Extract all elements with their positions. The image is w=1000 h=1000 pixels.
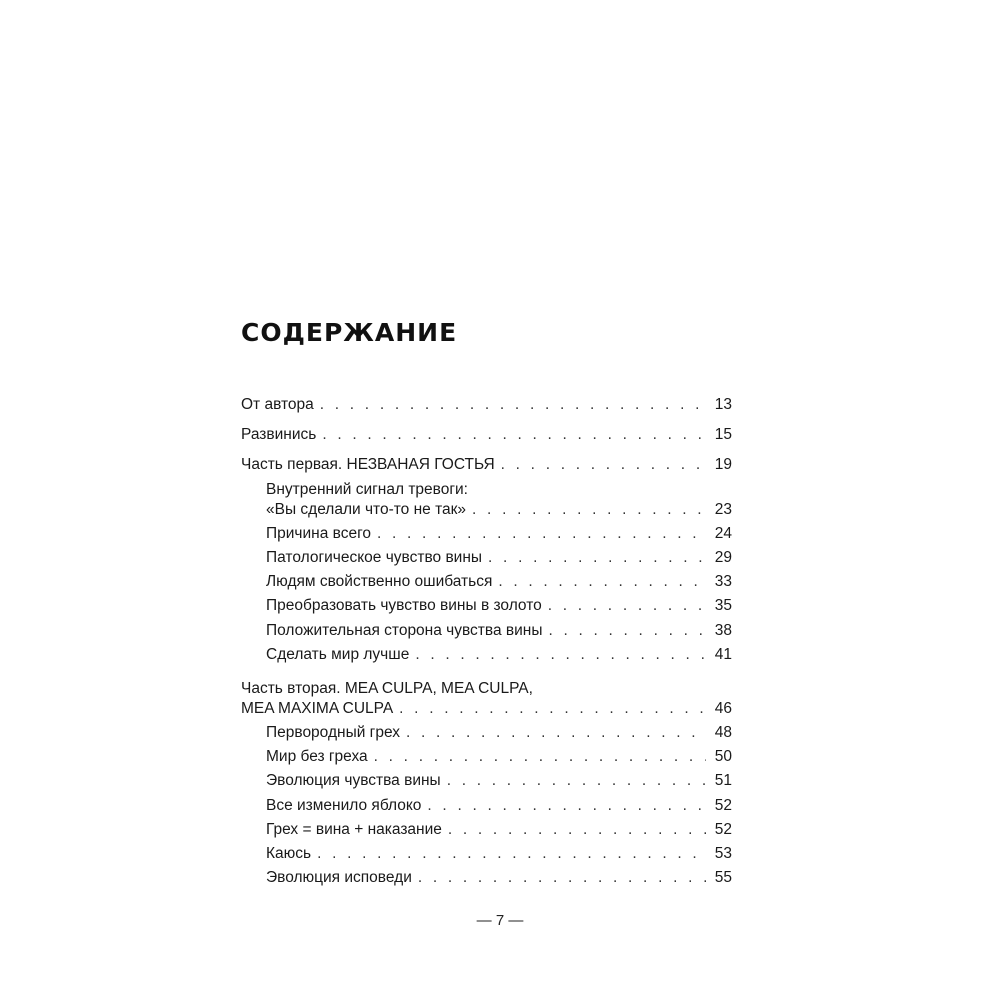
toc-entry-title: Эволюция исповеди: [266, 869, 412, 886]
toc-entry-page: 29: [714, 549, 732, 566]
toc-entry-page: 52: [714, 821, 732, 838]
toc-entry-title: Сделать мир лучше: [266, 646, 410, 663]
toc-entry-title: Преобразовать чувство вины в золото: [266, 597, 542, 614]
toc-entry-page: 46: [714, 700, 732, 717]
dot-leader: [447, 769, 706, 793]
toc-entry-title: Первородный грех: [266, 724, 400, 741]
toc-entry-page: 35: [714, 597, 732, 614]
toc-entry-page: 55: [714, 869, 732, 886]
dot-leader: [399, 697, 706, 721]
toc-part-heading: [241, 453, 732, 477]
toc-entry: [266, 643, 732, 667]
dot-leader: [415, 643, 706, 667]
dot-leader: [374, 745, 706, 769]
toc-entry: [266, 721, 732, 745]
dot-leader: [548, 619, 706, 643]
toc-entry-page: 19: [714, 456, 732, 473]
dot-leader: [472, 498, 706, 522]
toc-entry-title: Причина всего: [266, 525, 372, 542]
toc-entry-page: 33: [714, 573, 732, 590]
toc-entry-title: MEA MAXIMA CULPA: [241, 700, 394, 717]
toc-entry-page: 48: [714, 724, 732, 741]
toc-entry-page: 50: [714, 748, 732, 765]
toc-entry-title: Развинись: [241, 426, 317, 443]
toc-entry-page: 13: [714, 396, 732, 413]
dot-leader: [488, 546, 706, 570]
toc-part-heading: [241, 697, 732, 721]
dot-leader: [320, 393, 706, 417]
dot-leader: [418, 866, 706, 890]
toc-entry: [266, 522, 732, 546]
toc-entry: [241, 393, 732, 417]
toc-entry-page: 23: [714, 501, 732, 518]
toc-entry-page: 24: [714, 525, 732, 542]
toc-entry: [266, 842, 732, 866]
toc-entry-title: «Вы сделали что-то не так»: [266, 501, 467, 518]
toc-entry-title: Внутренний сигнал тревоги:: [266, 481, 468, 498]
dot-leader: [548, 594, 706, 618]
toc-entry: [241, 423, 732, 447]
toc-entry: [266, 769, 732, 793]
toc-entry: [266, 546, 732, 570]
table-of-contents: [241, 0, 732, 1000]
toc-entry-title: Патологическое чувство вины: [266, 549, 483, 566]
dot-leader: [448, 818, 706, 842]
toc-entry: [266, 794, 732, 818]
toc-entry: [266, 619, 732, 643]
toc-entry-title: Все изменило яблоко: [266, 797, 422, 814]
dot-leader: [427, 794, 706, 818]
page-number: — 7 —: [476, 912, 524, 929]
toc-entry-page: 15: [714, 426, 732, 443]
toc-entry-title: От автора: [241, 396, 314, 413]
toc-entry-title: Эволюция чувства вины: [266, 772, 441, 789]
toc-entry-page: 38: [714, 622, 732, 639]
toc-entry-title: Часть вторая. MEA CULPA, MEA CULPA,: [241, 680, 533, 697]
toc-entry-title: Каюсь: [266, 845, 312, 862]
toc-entry-title: Грех = вина + наказание: [266, 821, 442, 838]
toc-entry-title: Людям свойственно ошибаться: [266, 573, 493, 590]
dot-leader: [322, 423, 706, 447]
dot-leader: [498, 570, 706, 594]
toc-entry: [266, 594, 732, 618]
toc-entry: [266, 498, 732, 522]
toc-entry-page: 51: [714, 772, 732, 789]
dot-leader: [406, 721, 706, 745]
toc-entry-page: 41: [714, 646, 732, 663]
page-title: СОДЕРЖАНИЕ: [241, 318, 458, 347]
toc-entry-title: Мир без греха: [266, 748, 368, 765]
toc-entry-title: Часть первая. НЕЗВАНАЯ ГОСТЬЯ: [241, 456, 495, 473]
toc-entry: [266, 745, 732, 769]
toc-entry-title: Положительная сторона чувства вины: [266, 622, 543, 639]
dot-leader: [377, 522, 706, 546]
dot-leader: [501, 453, 706, 477]
toc-entry-page: 52: [714, 797, 732, 814]
dot-leader: [317, 842, 706, 866]
toc-entry: [266, 570, 732, 594]
toc-entry: [266, 818, 732, 842]
toc-entry: [266, 866, 732, 890]
toc-entry-page: 53: [714, 845, 732, 862]
